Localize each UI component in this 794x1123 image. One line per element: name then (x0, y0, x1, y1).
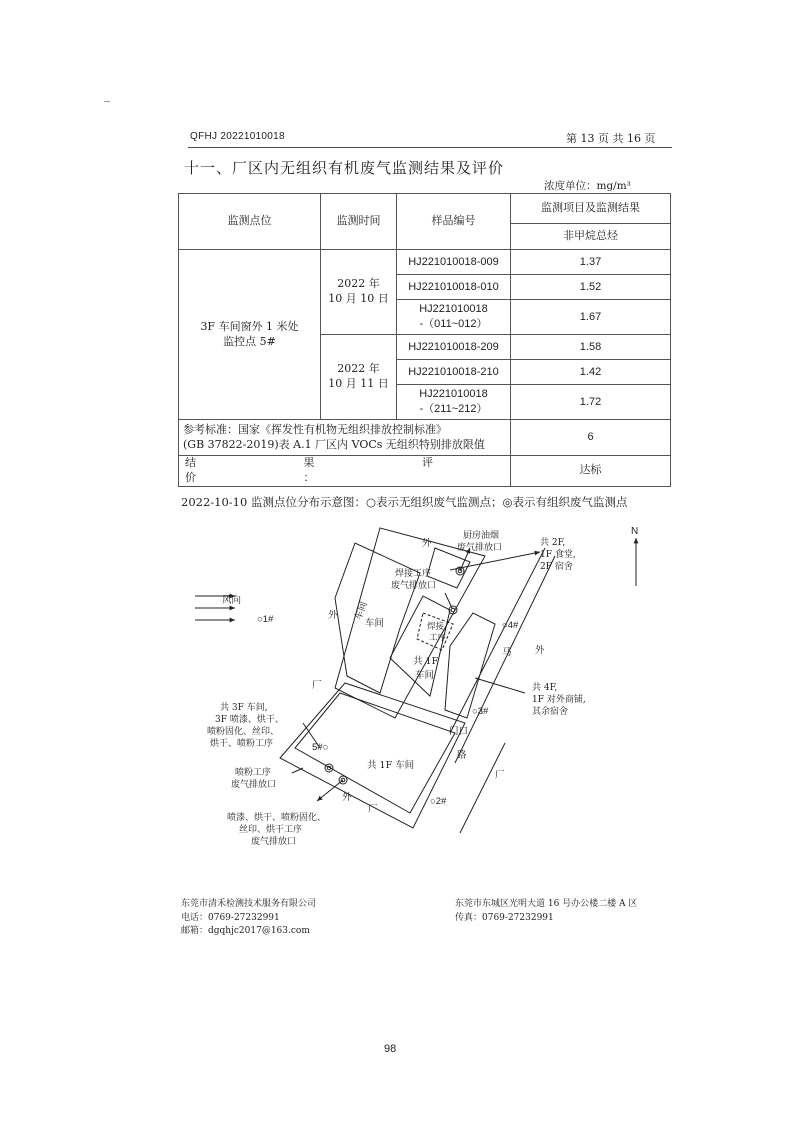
weld-box-l1: 焊接 (427, 622, 445, 632)
kitchen-exhaust-l2: 废气排放口 (457, 543, 503, 553)
label-wai: 外 (422, 538, 432, 549)
sample-cell: HJ221010018-010 (397, 275, 511, 300)
monitor-point-5: 5#○ (312, 742, 329, 753)
monitor-point-3: ○3# (472, 706, 489, 717)
sample-cell (397, 385, 511, 420)
label-chang: 厂 (495, 770, 505, 781)
site-boundary-upper (335, 528, 485, 718)
header-time: 监测时间 (321, 194, 397, 250)
header-item: 非甲烷总烃 (511, 224, 671, 250)
date2-cell (321, 335, 397, 420)
bottom-l3: 废气排放口 (251, 837, 297, 847)
right-l1: 共 4F, (532, 683, 558, 693)
label-chang: 厂 (312, 680, 322, 691)
weld-leader (445, 593, 452, 608)
footer-company: 东莞市清禾检测技术服务有限公司 (181, 899, 317, 909)
monitor-point-4: ○4# (502, 620, 519, 631)
footer-phone: 电话：0769-27232991 (181, 912, 280, 923)
value-cell: 1.42 (511, 360, 671, 385)
value-cell: 1.67 (511, 300, 671, 335)
label-gong-1f: 共 1F (413, 656, 439, 667)
standard-line1: 参考标准：国家《挥发性有机物无组织排放控制标准》 (183, 422, 447, 436)
road-line (450, 548, 545, 733)
point-cell (179, 250, 321, 420)
left-l4: 烘干、喷粉工序 (210, 739, 274, 749)
left-l3: 喷粉固化、丝印、 (207, 727, 280, 737)
footer-right (455, 898, 637, 925)
sample-cell: HJ221010018-210 (397, 360, 511, 385)
conclusion-label: 结 果 评 价 ： (185, 456, 485, 484)
powder-l2: 废气排放口 (231, 780, 277, 790)
label-wai: 外 (328, 610, 338, 621)
left-l1: 共 3F 车间, (220, 703, 268, 713)
weld-exhaust-l2: 废气排放口 (391, 581, 437, 591)
section-title: 十一、厂区内无组织有机废气监测结果及评价 (184, 159, 505, 177)
left-l2: 3F 喷漆、烘干、 (215, 715, 284, 725)
bottom-exhaust-arrow (317, 780, 343, 801)
header-sample: 样品编号 (397, 194, 511, 250)
date1-cell (321, 250, 397, 335)
header-item-group: 监测项目及监测结果 (511, 194, 671, 224)
workshop-1f-lower (295, 693, 455, 813)
site-map (195, 518, 675, 853)
top-right-l3: 2F 宿舍 (540, 562, 573, 572)
shared-1f-workshop (390, 596, 450, 696)
north-label: N (631, 526, 639, 537)
powder-leader (292, 768, 303, 773)
bottom-l2: 丝印、烘干工序 (239, 825, 303, 835)
monitor-point-2: ○2# (430, 796, 447, 807)
right-l2: 1F 对外商铺, (532, 695, 586, 705)
building-4f (445, 613, 495, 718)
standard-value: 6 (511, 420, 671, 456)
standard-cell (179, 420, 511, 456)
exhaust-marker-powder (325, 764, 333, 772)
footer-fax: 传真：0769-27232991 (455, 912, 554, 923)
kitchen-arrow (450, 552, 540, 570)
weld-exhaust-l1: 焊接工序 (395, 569, 432, 579)
label-chejian-vertical: 车间 (352, 600, 370, 622)
right-l3: 其余宿舍 (532, 707, 569, 717)
label-wai: 外 (342, 792, 352, 803)
conclusion-value: 达标 (511, 456, 671, 487)
report-number: QFHJ 20221010018 (190, 131, 285, 142)
footer-address: 东莞市东城区光明大道 16 号办公楼二楼 A 区 (455, 899, 638, 909)
sample-line2: -（211~212） (419, 403, 488, 415)
sample-cell (397, 300, 511, 335)
date1-line2: 10 月 10 日 (328, 292, 389, 305)
map-caption: 2022-10-10 监测点位分布示意图：○表示无组织废气监测点；◎表示有组织废气监测点 (181, 495, 628, 509)
building4f-leader (475, 678, 525, 693)
unit-label: 浓度单位：mg/m³ (544, 180, 631, 192)
sample-cell: HJ221010018-009 (397, 250, 511, 275)
label-ma: 马 (502, 647, 512, 658)
footer-email: 邮箱：dgqhjc2017@163.com (181, 926, 310, 936)
sample-line1: HJ221010018 (419, 388, 488, 401)
top-right-l1: 共 2F, (540, 538, 566, 548)
powder-l1: 喷粉工序 (235, 768, 272, 778)
value-cell: 1.52 (511, 275, 671, 300)
monitor-point-1: ○1# (257, 614, 274, 625)
value-cell: 1.58 (511, 335, 671, 360)
label-gong-1f-chejian: 共 1F 车间 (367, 760, 415, 771)
label-lu: 路 (457, 750, 467, 761)
standard-line2: (GB 37822-2019)表 A.1 厂区内 VOCs 无组织特别排放限值 (183, 437, 485, 451)
scan-mark (104, 101, 110, 102)
wind-label: 风向 (222, 595, 242, 606)
label-chejian: 车间 (365, 618, 385, 629)
weld-box-l2: 工序 (429, 633, 447, 643)
date2-line1: 2022 年 (337, 362, 380, 376)
label-chejian-1f: 车间 (415, 670, 435, 681)
sample-line1: HJ221010018 (419, 303, 488, 316)
point-line1: 3F 车间窗外 1 米处 (200, 319, 299, 333)
kitchen-exhaust-l1: 厨房油烟 (463, 531, 500, 541)
sample-line2: -（011~012） (419, 318, 488, 330)
label-wai: 外 (535, 645, 545, 656)
header-rule (188, 147, 672, 148)
value-cell: 1.37 (511, 250, 671, 275)
conclusion-label-cell (179, 456, 511, 487)
date1-line1: 2022 年 (337, 277, 380, 291)
date2-line2: 10 月 11 日 (328, 377, 389, 390)
page-info: 第 13 页 共 16 页 (566, 132, 656, 145)
bottom-l1: 喷漆、烘干、喷粉固化、 (227, 813, 327, 823)
header-point: 监测点位 (179, 194, 321, 250)
top-right-l2: 1F 食堂, (540, 550, 576, 560)
label-damen: 门口 (449, 726, 469, 737)
results-table (178, 193, 671, 487)
exhaust-marker-weld-core (451, 608, 455, 612)
road-line (460, 743, 505, 833)
page-number: 98 (384, 1043, 397, 1055)
sample-cell: HJ221010018-209 (397, 335, 511, 360)
value-cell: 1.72 (511, 385, 671, 420)
footer-left (181, 898, 316, 939)
point-line2: 监控点 5# (223, 334, 276, 348)
label-chang: 厂 (368, 804, 378, 815)
